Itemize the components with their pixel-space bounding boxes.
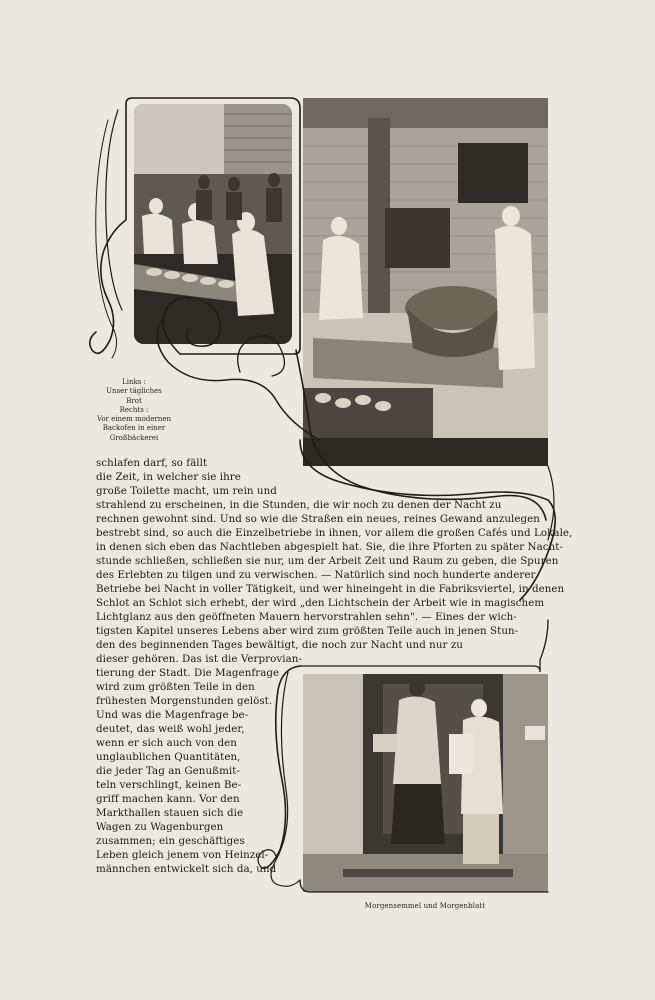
text-line: Lichtglanz aus den geöffneten Mauern hervorstrahlen sehn". — Eines der wich- [96,611,517,623]
text-line: männchen entwickelt sich da, und [96,863,277,875]
text-line: stunde schließen, schließen sie nur, um der Arbeit Zeit und Raum zu geben, die Spuren [96,555,559,567]
text-line: frühesten Morgenstunden gelöst. [96,695,273,707]
text-line: deutet, das weiß wohl jeder, [96,723,245,735]
text-line: Betriebe bei Nacht in voller Tätigkeit, und wer hineingeht in die Fabriksviertel, in denen [96,583,565,595]
text-line: strahlend zu erscheinen, in die Stunden, die wir noch zu denen der Nacht zu [96,499,502,511]
text-line: Leben gleich jenem von Heinzel- [96,849,269,861]
caption-line: Links : [122,378,146,386]
caption-line: Unser tägliches [106,387,162,396]
text-line: rechnen gewohnt sind. Und so wie die Straßen ein neues, reines Gewand anzulegen [96,513,540,525]
caption-line: Großbäckerei [109,433,159,442]
text-line: Markthallen stauen sich die [96,807,244,819]
caption-left-photos [94,378,174,443]
text-line: schlafen darf, so fällt [96,457,208,469]
text-line: Und was die Magenfrage be- [96,709,249,721]
photo-modern-oven [303,98,548,466]
text-line: in denen sich eben das Nachtleben abgespielt hat. Sie, die ihre Pforten zu später Nacht- [96,541,564,553]
text-line: bestrebt sind, so auch die Einzelbetriebe in ihnen, vor allem die großen Cafés und Lokale, [96,527,573,539]
caption-line: Backofen in einer [102,424,166,433]
text-line: Schlot an Schlot sich erhebt, der wird „den Lichtschein der Arbeit wie in magischem [96,597,545,609]
caption-line: Rechts : [119,405,149,414]
text-line: große Toilette macht, um rein und [96,485,277,497]
text-line: zusammen; ein geschäftiges [96,835,245,847]
caption-line: Brot [126,396,142,405]
photo-morning-door [303,674,548,892]
caption-line: Vor einem modernen [96,415,172,424]
text-line: des Erlebten zu tilgen und zu verwischen. — Natürlich sind noch hunderte anderer [96,569,536,581]
text-line: die jeder Tag an Genußmit- [96,765,240,777]
photo-bakers-table [134,104,292,344]
photo-modern-oven-image [303,98,548,466]
text-line: dieser gehören. Das ist die Verprovian- [96,653,302,665]
text-line: tigsten Kapitel unseres Lebens aber wird zum größten Teile auch in jenen Stun- [96,625,519,637]
photo-bakers-table-image [134,104,292,344]
text-line: tierung der Stadt. Die Magenfrage [96,667,280,679]
caption-bottom-photo: Morgensemmel und Morgenblatt [364,902,486,910]
text-line: griff machen kann. Vor den [96,793,240,805]
text-line: wenn er sich auch von den [96,737,237,749]
text-line: die Zeit, in welcher sie ihre [96,471,241,483]
text-line: den des beginnenden Tages bewältigt, die noch zur Nacht und nur zu [96,639,463,651]
text-line: unglaublichen Quantitäten, [96,751,241,763]
photo-morning-door-image [303,674,548,892]
text-line: Wagen zu Wagenburgen [96,821,224,833]
text-line: wird zum größten Teile in den [96,681,255,693]
text-line: teln verschlingt, keinen Be- [96,779,242,791]
